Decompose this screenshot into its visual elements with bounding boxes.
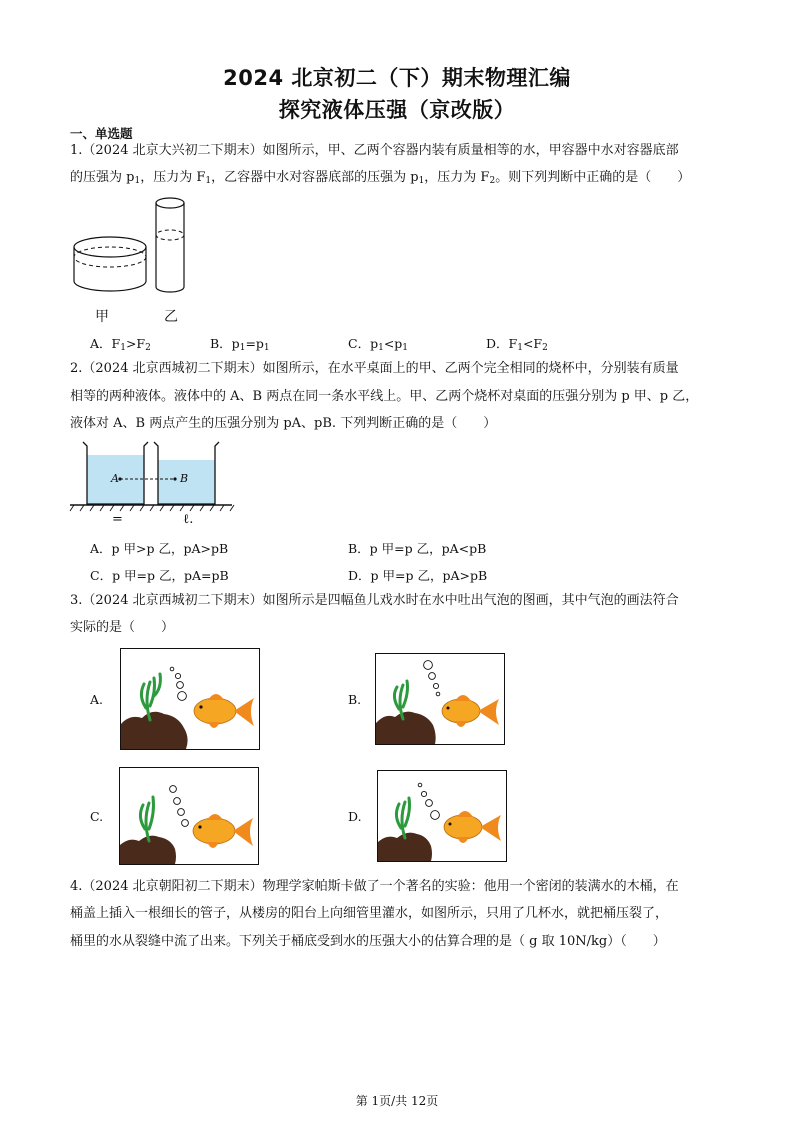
q2-option-d[interactable]: D．p 甲=p 乙，pA>pB	[348, 568, 488, 583]
q4-text-line2: 桶盖上插入一根细长的管子，从楼房的阳台上向细管里灌水，如图所示，只用了几杯水，就把桶压裂了，	[70, 906, 669, 921]
q1-option-c[interactable]: C．$p_1<p_1$	[348, 336, 409, 353]
q2-beakers-figure	[70, 438, 235, 518]
q2-option-b[interactable]: B．p 甲=p 乙，pA<pB	[348, 541, 487, 556]
page-title: 2024 北京初二（下）期末物理汇编	[223, 66, 571, 90]
q3-option-c-label[interactable]: C.	[90, 809, 104, 824]
q1-option-d[interactable]: D．$F_1<F_2$	[486, 336, 548, 353]
q3-option-a-label[interactable]: A.	[90, 692, 104, 707]
q1-label-yi: 乙	[164, 309, 178, 325]
q3-option-d-label[interactable]: D.	[348, 809, 362, 824]
q4-text-line1: 4.（2024 北京朝阳初二下期末）物理学家帕斯卡做了一个著名的实验：他用一个密闭的装满水的木桶，在	[70, 879, 679, 894]
q2-point-b: B	[180, 472, 189, 485]
q2-text-line3: 液体对 A、B 两点产生的压强分别为 pA、pB. 下列判断正确的是（ ）	[70, 416, 497, 431]
section-heading: 一、单选题	[70, 126, 133, 141]
q3-fish-picture-c[interactable]	[119, 767, 259, 865]
q2-option-a[interactable]: A．p 甲>p 乙，pA>pB	[90, 541, 229, 556]
q2-text-line2: 相等的两种液体。液体中的 A、B 两点在同一条水平线上。甲、乙两个烧杯对桌面的压强分别为 p 甲、p 乙，	[70, 389, 699, 404]
q2-text-line1: 2.（2024 北京西城初二下期末）如图所示，在水平桌面上的甲、乙两个完全相同的烧杯中，分别装有质量	[70, 361, 679, 376]
page-subtitle: 探究液体压强（京改版）	[278, 98, 516, 122]
q4-text-line3: 桶里的水从裂缝中流了出来。下列关于桶底受到水的压强大小的估算合理的是（ g 取 10N/kg）（ ）	[70, 934, 666, 949]
q1-text-line1: 1.（2024 北京大兴初二下期末）如图所示，甲、乙两个容器内装有质量相等的水，甲容器中水对容器底部	[70, 143, 679, 158]
q2-point-a: A	[111, 472, 119, 485]
page-footer: 第 1页/共 12页	[355, 1094, 439, 1108]
q3-fish-picture-b[interactable]	[375, 653, 505, 745]
q2-option-c[interactable]: C．p 甲=p 乙，pA=pB	[90, 568, 229, 583]
q3-fish-picture-a[interactable]	[120, 648, 260, 750]
q1-option-b[interactable]: B．$p_1=p_1$	[210, 336, 270, 353]
q3-option-b-label[interactable]: B.	[348, 692, 362, 707]
q1-text-line2: 的压强为 $p_1$，压力为 $F_1$，乙容器中水对容器底部的压强为 $p_1$，压力为 $F_2$。则下列判断中正确的是（ ）	[70, 170, 691, 186]
q1-option-a[interactable]: A．$F_1>F_2$	[90, 336, 151, 353]
q2-label-yi: ℓ.	[183, 512, 194, 527]
q3-text-line1: 3.（2024 北京西城初二下期末）如图所示是四幅鱼儿戏水时在水中吐出气泡的图画，其中气泡的画法符合	[70, 593, 679, 608]
q1-containers-figure	[70, 195, 200, 325]
q2-label-jia: =	[112, 512, 123, 527]
q1-label-jia: 甲	[95, 309, 109, 325]
q3-text-line2: 实际的是（ ）	[70, 620, 175, 635]
q3-fish-picture-d[interactable]	[377, 770, 507, 862]
